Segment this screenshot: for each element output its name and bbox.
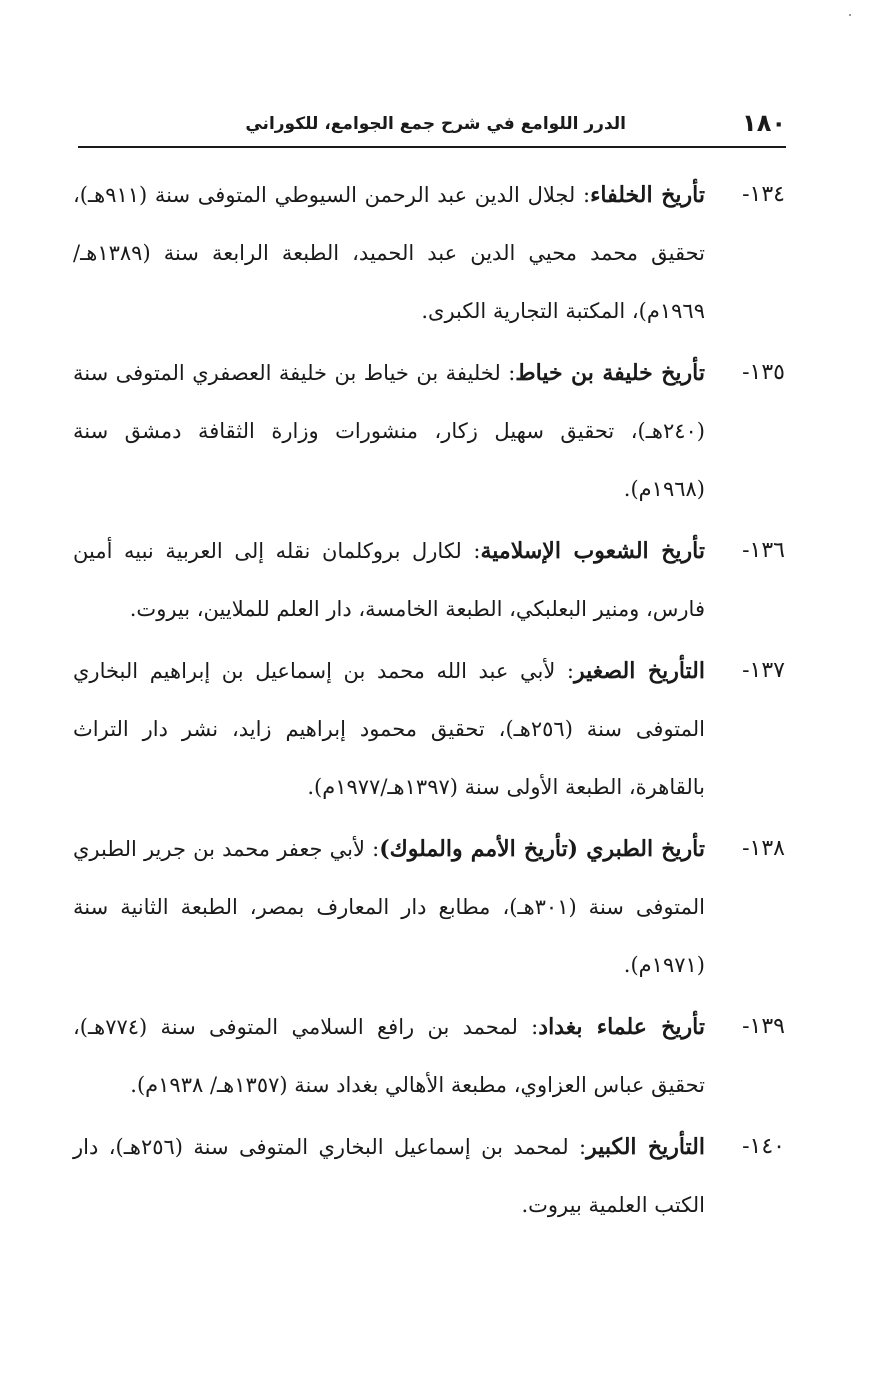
entry-body (73, 642, 705, 816)
entry-number: ١٣٦- (742, 538, 785, 563)
entry-title: التأريخ الصغير (574, 658, 705, 684)
entry-title: التأريخ الكبير (586, 1134, 706, 1160)
entry-number: ١٣٨- (742, 836, 785, 861)
entry-title: تأريخ خليفة بن خياط (515, 360, 705, 386)
entry-body (73, 344, 705, 518)
entry-number: ١٣٧- (742, 658, 785, 683)
entry-text: : لمحمد بن إسماعيل البخاري المتوفى سنة (٢٥٦هـ)، دار الكتب العلمية بيروت. (73, 1135, 705, 1217)
entry-text: : لجلال الدين عبد الرحمن السيوطي المتوفى سنة (٩١١هـ)، تحقيق محمد محيي الدين عبد الحميد، الطبعة الرابعة سنة (١٣٨٩هـ/١٩٦٩م)، المكتبة التجارية الكبرى. (73, 183, 705, 323)
entry-title: تأريخ علماء بغداد (538, 1014, 705, 1040)
bibliography-entry (73, 166, 785, 340)
entry-number: ١٣٤- (742, 182, 785, 207)
entry-body (73, 522, 705, 638)
entry-body (73, 820, 705, 994)
entry-number: ١٤٠- (742, 1134, 785, 1159)
entry-number: ١٣٩- (742, 1014, 785, 1039)
running-header (78, 104, 786, 148)
entry-title: تأريخ الطبري (تأريخ الأمم والملوك) (379, 836, 705, 862)
entry-text: : لخليفة بن خياط بن خليفة العصفري المتوفى سنة (٢٤٠هـ)، تحقيق سهيل زكار، منشورات وزارة الثقافة دمشق سنة (١٩٦٨م). (73, 361, 705, 501)
bibliography-entry (73, 522, 785, 638)
bibliography-entry (73, 1118, 785, 1234)
entry-body (73, 998, 705, 1114)
bibliography-entry (73, 820, 785, 994)
bibliography-entry (73, 344, 785, 518)
scan-speck (849, 14, 851, 16)
entry-text: : لمحمد بن رافع السلامي المتوفى سنة (٧٧٤هـ)، تحقيق عباس العزاوي، مطبعة الأهالي بغداد سنة (١٣٥٧هـ/ ١٩٣٨م). (73, 1015, 705, 1097)
entry-text: : لكارل بروكلمان نقله إلى العربية نبيه أمين فارس، ومنير البعلبكي، الطبعة الخامسة، دار العلم للملايين، بيروت. (73, 539, 705, 621)
entry-title: تأريخ الشعوب الإسلامية (480, 538, 705, 564)
running-title: الدرر اللوامع في شرح جمع الجوامع، للكوراني (245, 114, 626, 134)
entry-body (73, 1118, 705, 1234)
entry-title: تأريخ الخلفاء (590, 182, 705, 208)
bibliography-list (73, 166, 785, 1238)
page-number: ١٨٠ (742, 109, 786, 137)
bibliography-entry (73, 642, 785, 816)
entry-text: : لأبي جعفر محمد بن جرير الطبري المتوفى سنة (٣٠١هـ)، مطابع دار المعارف بمصر، الطبعة الثانية سنة (١٩٧١م). (73, 837, 705, 977)
entry-number: ١٣٥- (742, 360, 785, 385)
bibliography-entry (73, 998, 785, 1114)
entry-body (73, 166, 705, 340)
entry-text: : لأبي عبد الله محمد بن إسماعيل بن إبراهيم البخاري المتوفى سنة (٢٥٦هـ)، تحقيق محمود إبراهيم زايد، نشر دار التراث بالقاهرة، الطبعة الأولى سنة (١٣٩٧هـ/١٩٧٧م). (73, 659, 705, 799)
